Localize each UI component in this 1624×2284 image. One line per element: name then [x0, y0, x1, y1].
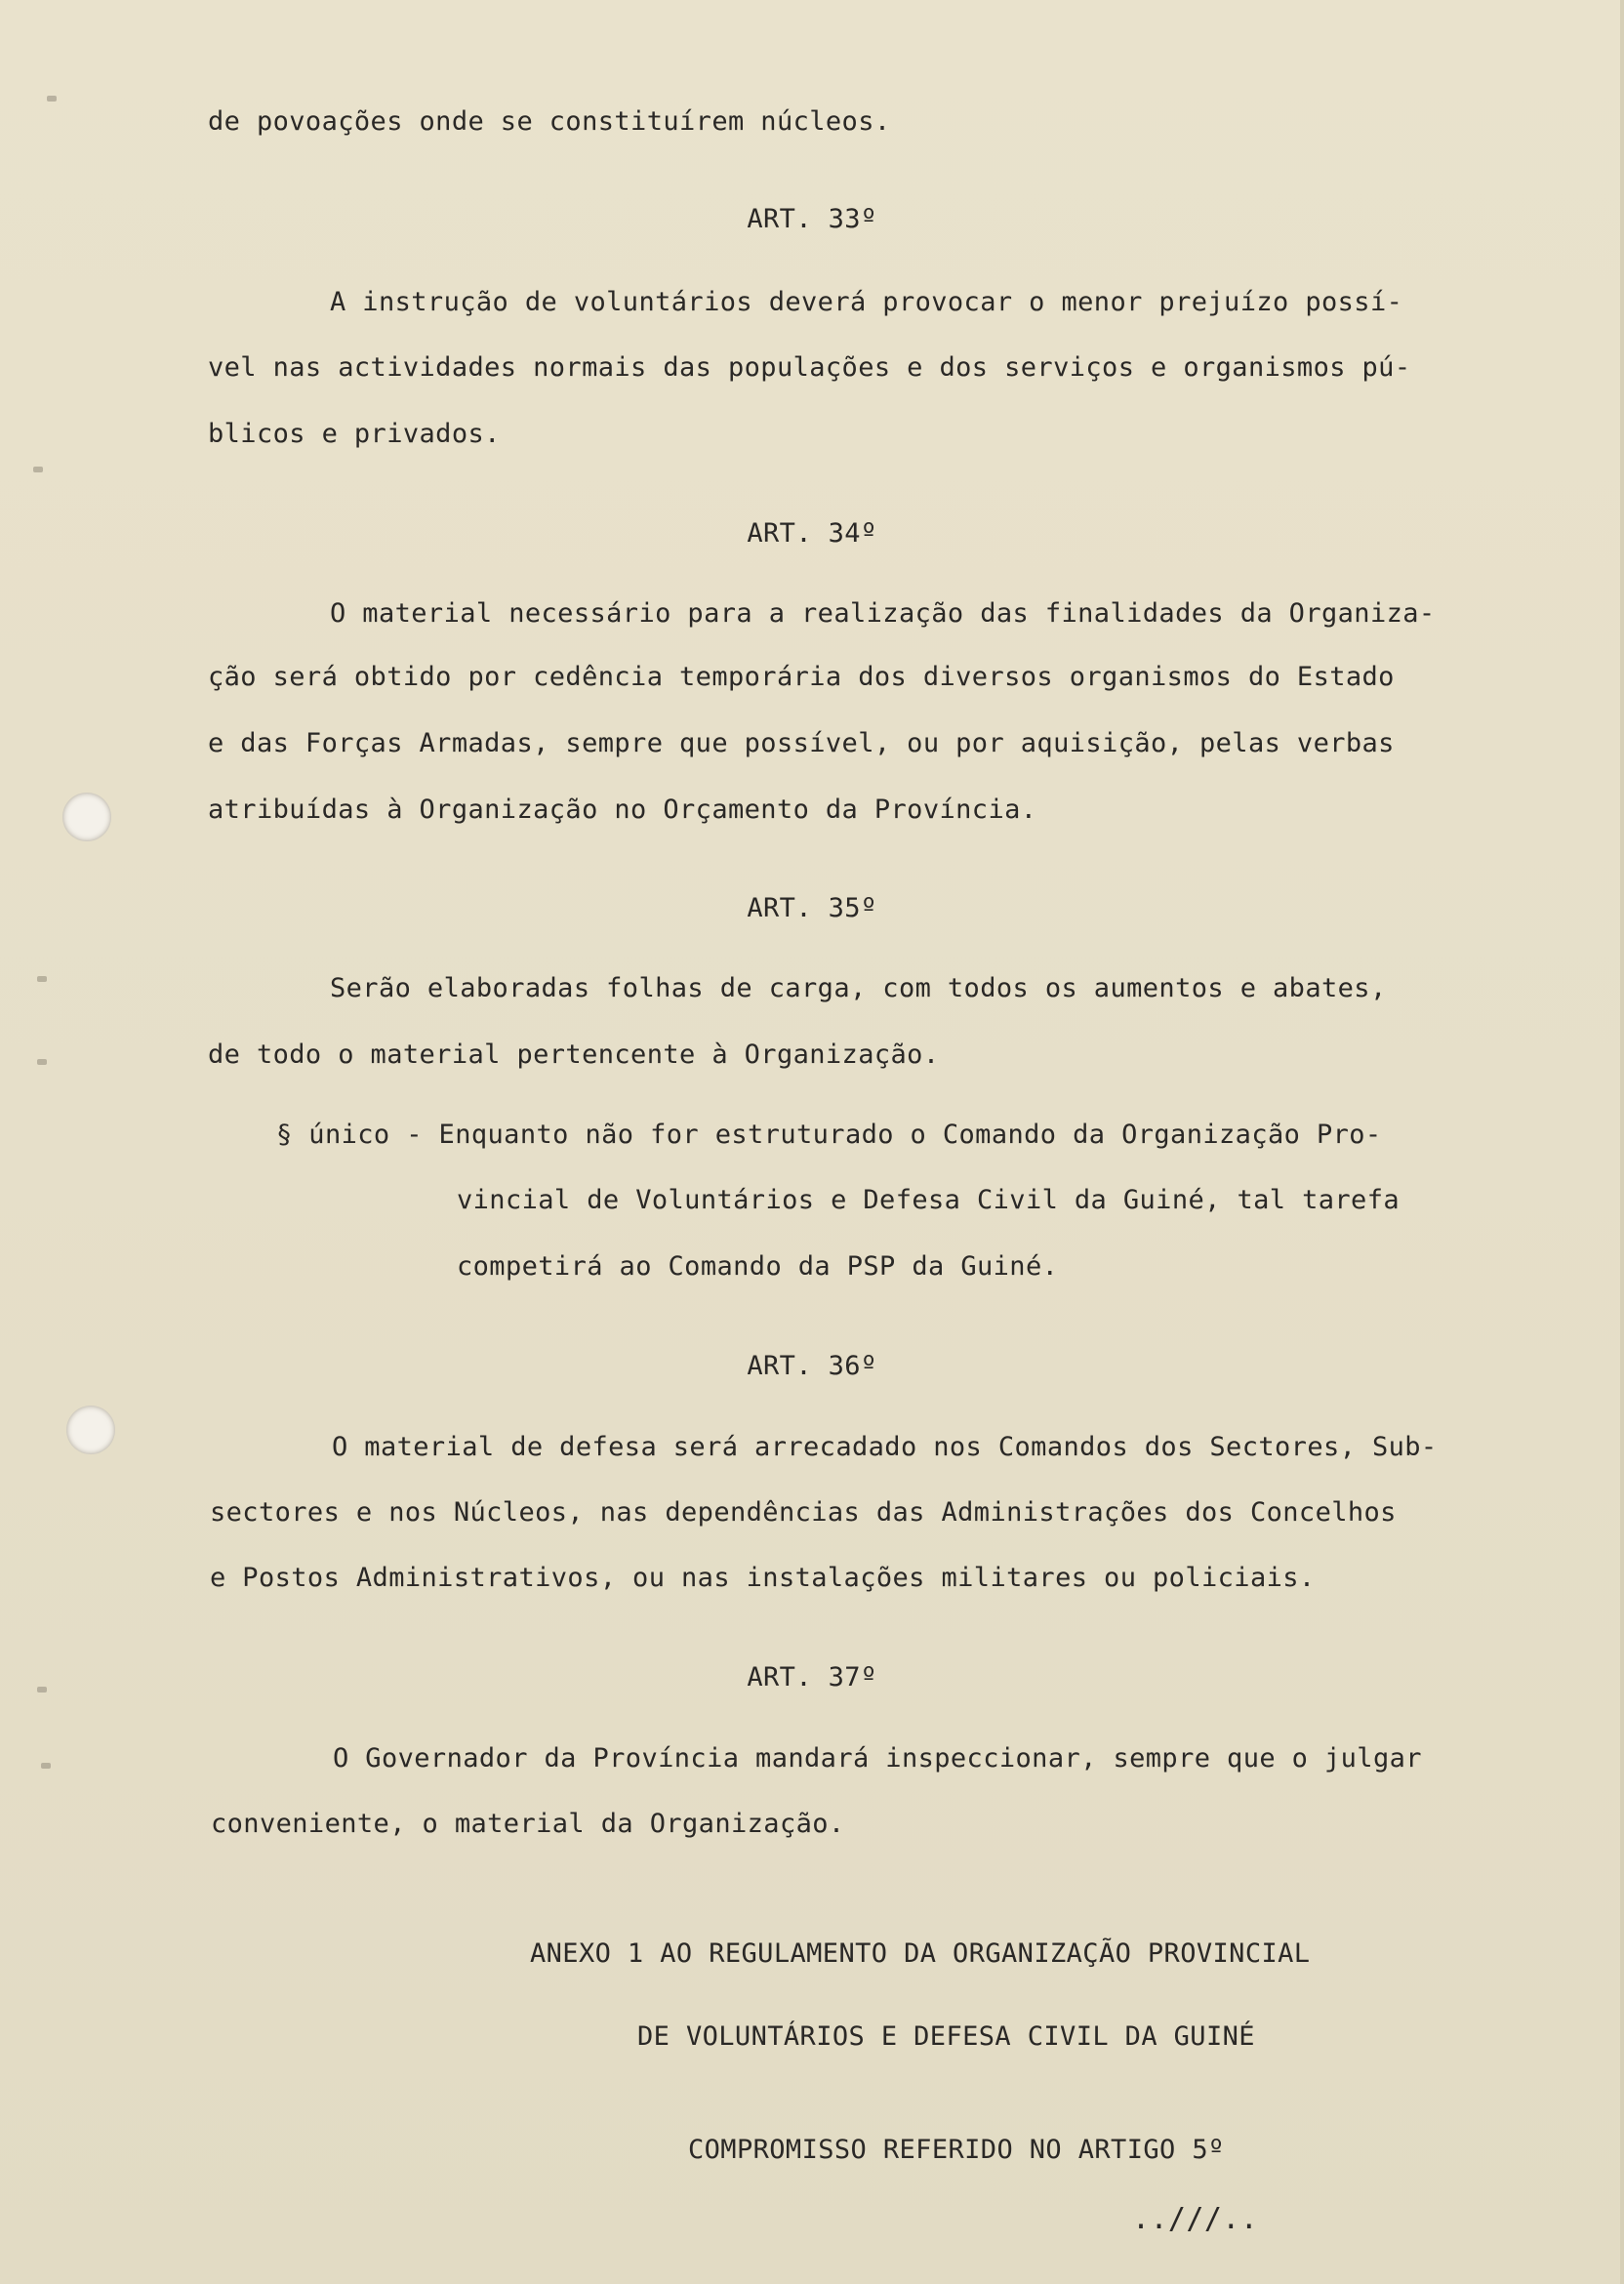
text-line: O material de defesa será arrecadado nos Comandos dos Sectores, Sub- — [332, 1432, 1438, 1462]
margin-mark — [37, 1059, 47, 1065]
text-line: conveniente, o material da Organização. — [211, 1809, 845, 1839]
text-line: e Postos Administrativos, ou nas instalações militares ou policiais. — [210, 1563, 1316, 1593]
text-line: A instrução de voluntários deverá provocar o menor prejuízo possí- — [330, 287, 1403, 317]
text-line: vel nas actividades normais das populações e dos serviços e organismos pú- — [208, 352, 1411, 383]
text-line: competirá ao Comando da PSP da Guiné. — [457, 1251, 1059, 1282]
text-line: sectores e nos Núcleos, nas dependências das Administrações dos Concelhos — [210, 1497, 1397, 1528]
text-line: atribuídas à Organização no Orçamento da Província. — [208, 795, 1037, 825]
text-line: O material necessário para a realização das finalidades da Organiza- — [330, 598, 1436, 629]
annex-title: DE VOLUNTÁRIOS E DEFESA CIVIL DA GUINÉ — [637, 2021, 1255, 2052]
article-heading: ART. 35º — [747, 893, 877, 923]
text-line: de povoações onde se constituírem núcleos. — [208, 106, 891, 137]
margin-mark — [41, 1763, 51, 1769]
annex-subtitle: COMPROMISSO REFERIDO NO ARTIGO 5º — [688, 2135, 1225, 2165]
article-heading: ART. 37º — [747, 1662, 877, 1693]
article-heading: ART. 34º — [747, 518, 877, 549]
text-line: vincial de Voluntários e Defesa Civil da Guiné, tal tarefa — [457, 1185, 1401, 1215]
text-line: ção será obtido por cedência temporária dos diversos organismos do Estado — [208, 662, 1395, 692]
punch-hole-bottom — [66, 1406, 115, 1454]
text-line: O Governador da Província mandará inspeccionar, sempre que o julgar — [333, 1743, 1422, 1774]
margin-mark — [37, 976, 47, 982]
margin-mark — [47, 96, 57, 102]
article-heading: ART. 36º — [747, 1351, 877, 1381]
text-line: e das Forças Armadas, sempre que possível, ou por aquisição, pelas verbas — [208, 728, 1395, 758]
text-line: blicos e privados. — [208, 419, 501, 449]
continuation-mark: ..///.. — [1132, 2202, 1259, 2236]
text-line: de todo o material pertencente à Organização. — [208, 1040, 940, 1070]
text-line: Serão elaboradas folhas de carga, com todos os aumentos e abates, — [330, 973, 1387, 1003]
punch-hole-top — [62, 793, 111, 841]
paragraph-unico: § único - Enquanto não for estruturado o Comando da Organização Pro- — [276, 1120, 1382, 1150]
margin-mark — [33, 467, 43, 472]
annex-title: ANEXO 1 AO REGULAMENTO DA ORGANIZAÇÃO PROVINCIAL — [530, 1938, 1311, 1969]
article-heading: ART. 33º — [747, 204, 877, 234]
